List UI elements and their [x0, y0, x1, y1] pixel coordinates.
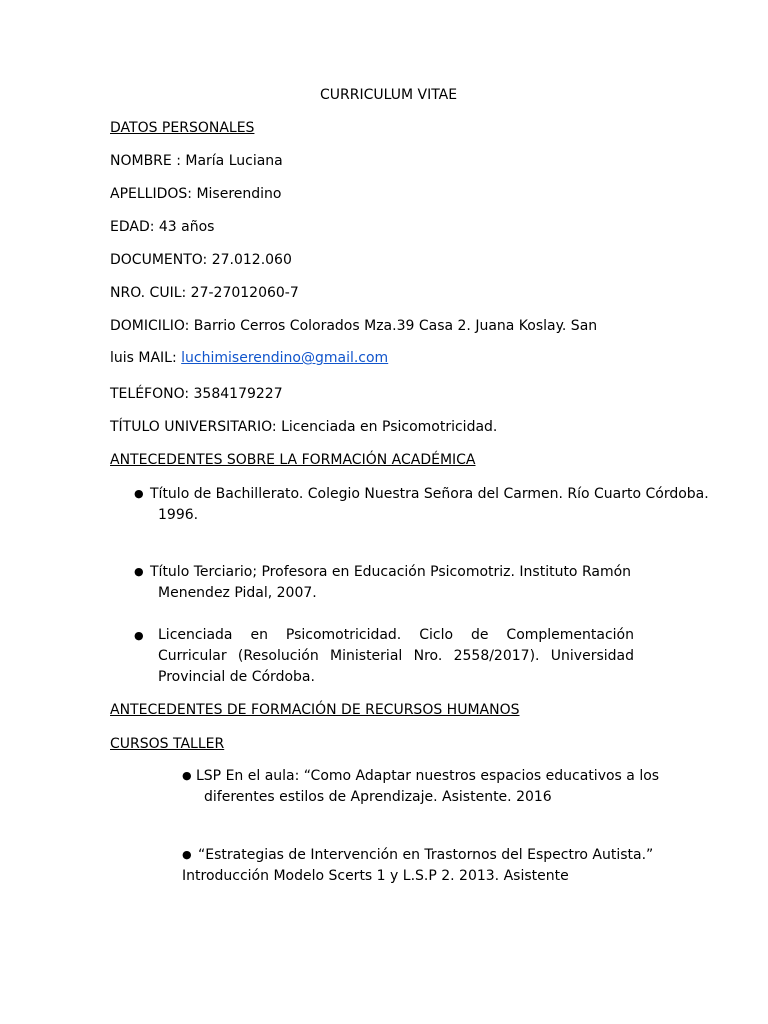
- field-mail-line: [110, 349, 388, 367]
- bullet-icon: ●: [134, 487, 144, 500]
- section-heading-datos-personales: DATOS PERSONALES: [110, 120, 255, 136]
- page-title: CURRICULUM VITAE: [320, 87, 458, 103]
- academic-item-1-line-1: Título de Bachillerato. Colegio Nuestra Señora del Carmen. Río Cuarto Córdoba.: [150, 486, 709, 502]
- section-heading-recursos-humanos: ANTECEDENTES DE FORMACIÓN DE RECURSOS HUMANOS: [110, 702, 520, 718]
- bullet-icon: ●: [134, 565, 144, 578]
- email-link[interactable]: luchimiserendino@gmail.com: [181, 350, 389, 366]
- field-apellidos: APELLIDOS: Miserendino: [110, 186, 282, 202]
- bullet-icon: ●: [182, 769, 192, 782]
- field-titulo-universitario: TÍTULO UNIVERSITARIO: Licenciada en Psicomotricidad.: [110, 419, 498, 435]
- field-domicilio: DOMICILIO: Barrio Cerros Colorados Mza.39 Casa 2. Juana Koslay. San: [110, 318, 598, 334]
- field-cuil: NRO. CUIL: 27-27012060-7: [110, 285, 299, 301]
- bullet-icon: ●: [182, 848, 192, 861]
- academic-item-2-line-2: Menendez Pidal, 2007.: [158, 585, 317, 601]
- academic-item-3: Licenciada en Psicomotricidad. Ciclo de Complementación Curricular (Resolución Ministerial Nro. 2558/2017). Universidad Provincial de Córdoba.: [158, 627, 634, 685]
- bullet-icon: ●: [134, 629, 144, 642]
- subheading-cursos-taller: CURSOS TALLER: [110, 736, 225, 752]
- course-2-line-2: Introducción Modelo Scerts 1 y L.S.P 2. 2013. Asistente: [182, 868, 569, 884]
- field-edad: EDAD: 43 años: [110, 219, 215, 235]
- section-heading-formacion-academica: ANTECEDENTES SOBRE LA FORMACIÓN ACADÉMICA: [110, 452, 476, 468]
- course-2-line-1: “Estrategias de Intervención en Trastornos del Espectro Autista.”: [198, 847, 654, 863]
- mail-prefix: luis MAIL:: [110, 350, 182, 366]
- field-telefono: TELÉFONO: 3584179227: [110, 386, 283, 402]
- field-nombre: NOMBRE : María Luciana: [110, 153, 283, 169]
- academic-item-1-line-2: 1996.: [158, 507, 199, 523]
- course-1-line-2: diferentes estilos de Aprendizaje. Asistente. 2016: [204, 789, 552, 805]
- academic-item-2-line-1: Título Terciario; Profesora en Educación Psicomotriz. Instituto Ramón: [150, 564, 632, 580]
- field-documento: DOCUMENTO: 27.012.060: [110, 252, 292, 268]
- course-1-line-1: LSP En el aula: “Como Adaptar nuestros espacios educativos a los: [196, 768, 660, 784]
